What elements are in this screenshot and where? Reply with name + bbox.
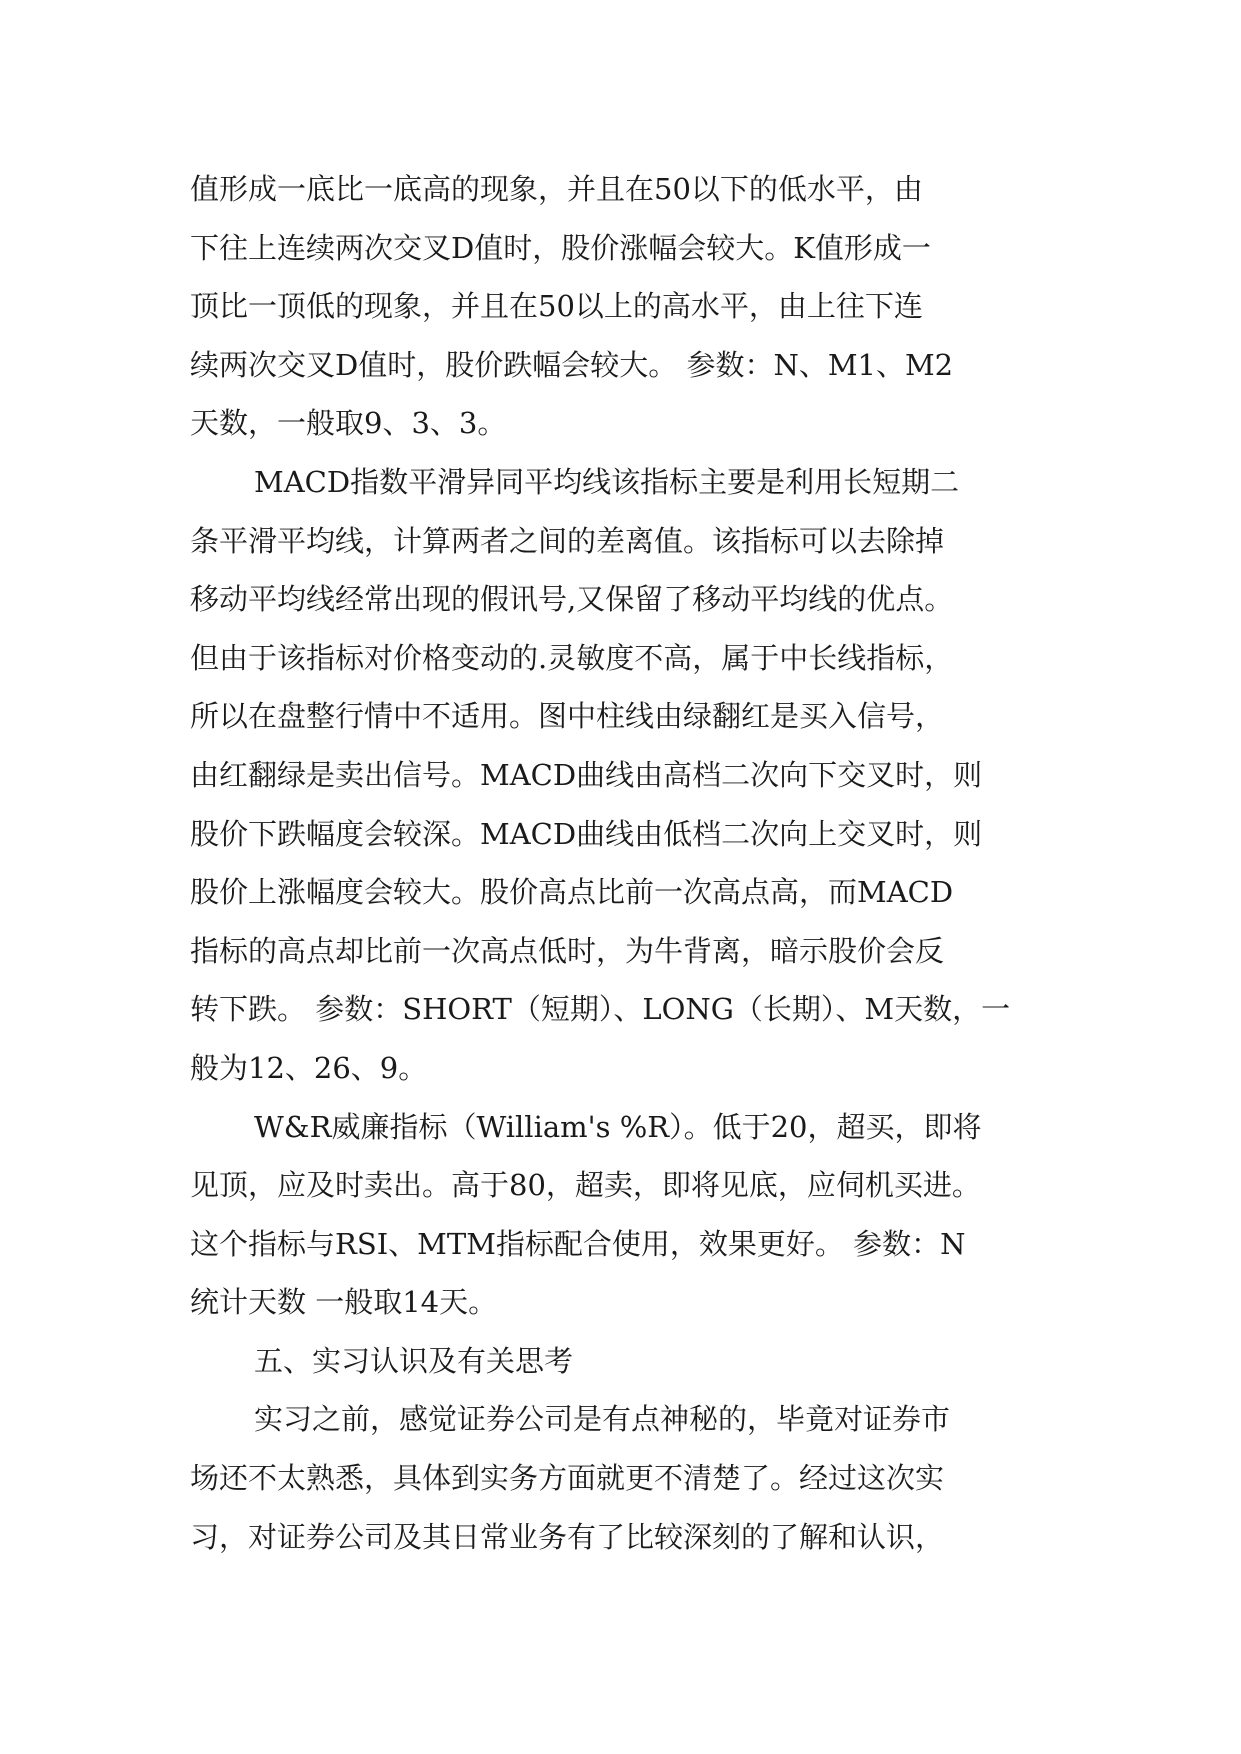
- text-line: 转下跌。 参数：SHORT（短期）、LONG（长期）、M天数，一: [190, 992, 1011, 1027]
- text-line: 由红翻绿是卖出信号。MACD曲线由高档二次向下交叉时，则: [190, 757, 983, 792]
- text-line: 值形成一底比一底高的现象，并且在50以下的低水平，由: [190, 172, 923, 206]
- text-line: 场还不太熟悉，具体到实务方面就更不清楚了。经过这次实: [190, 1461, 945, 1496]
- text-line: 续两次交叉D值时，股价跌幅会较大。 参数：N、M1、M2: [190, 347, 954, 382]
- paragraph-start-line: MACD指数平滑异同平均线该指标主要是利用长短期二: [254, 464, 960, 499]
- paragraph-start-line: W&R威廉指标（William's %R）。低于20，超买，即将: [254, 1109, 982, 1144]
- text-line: 下往上连续两次交叉D值时，股价涨幅会较大。K值形成一: [190, 230, 931, 265]
- text-line: 股价下跌幅度会较深。MACD曲线由低档二次向上交叉时，则: [190, 816, 983, 851]
- text-line: 习，对证券公司及其日常业务有了比较深刻的了解和认识，: [190, 1519, 945, 1554]
- text-line: 统计天数 一般取14天。: [190, 1285, 498, 1320]
- text-line: 般为12、26、9。: [190, 1050, 428, 1085]
- text-line: 所以在盘整行情中不适用。图中柱线由绿翻红是买入信号，: [190, 699, 945, 734]
- text-line: 这个指标与RSI、MTM指标配合使用，效果更好。 参数：N: [190, 1226, 966, 1261]
- text-line: 股价上涨幅度会较大。股价高点比前一次高点高，而MACD: [190, 875, 954, 910]
- text-line: 移动平均线经常出现的假讯号,又保留了移动平均线的优点。: [190, 582, 954, 617]
- text-line: 顶比一顶低的现象，并且在50以上的高水平，由上往下连: [190, 289, 923, 324]
- document-body: [190, 160, 1070, 1566]
- text-line: 天数，一般取9、3、3。: [190, 406, 507, 441]
- text-line: 条平滑平均线，计算两者之间的差离值。该指标可以去除掉: [190, 523, 945, 558]
- text-line: 见顶，应及时卖出。高于80，超卖，即将见底，应伺机买进。: [190, 1168, 981, 1203]
- section-heading: 五、实习认识及有关思考: [254, 1343, 574, 1378]
- text-line: 但由于该指标对价格变动的.灵敏度不高，属于中长线指标，: [190, 640, 954, 675]
- text-line: 指标的高点却比前一次高点低时，为牛背离，暗示股价会反: [190, 933, 945, 968]
- paragraph-start-line: 实习之前，感觉证券公司是有点神秘的，毕竟对证券市: [254, 1402, 951, 1437]
